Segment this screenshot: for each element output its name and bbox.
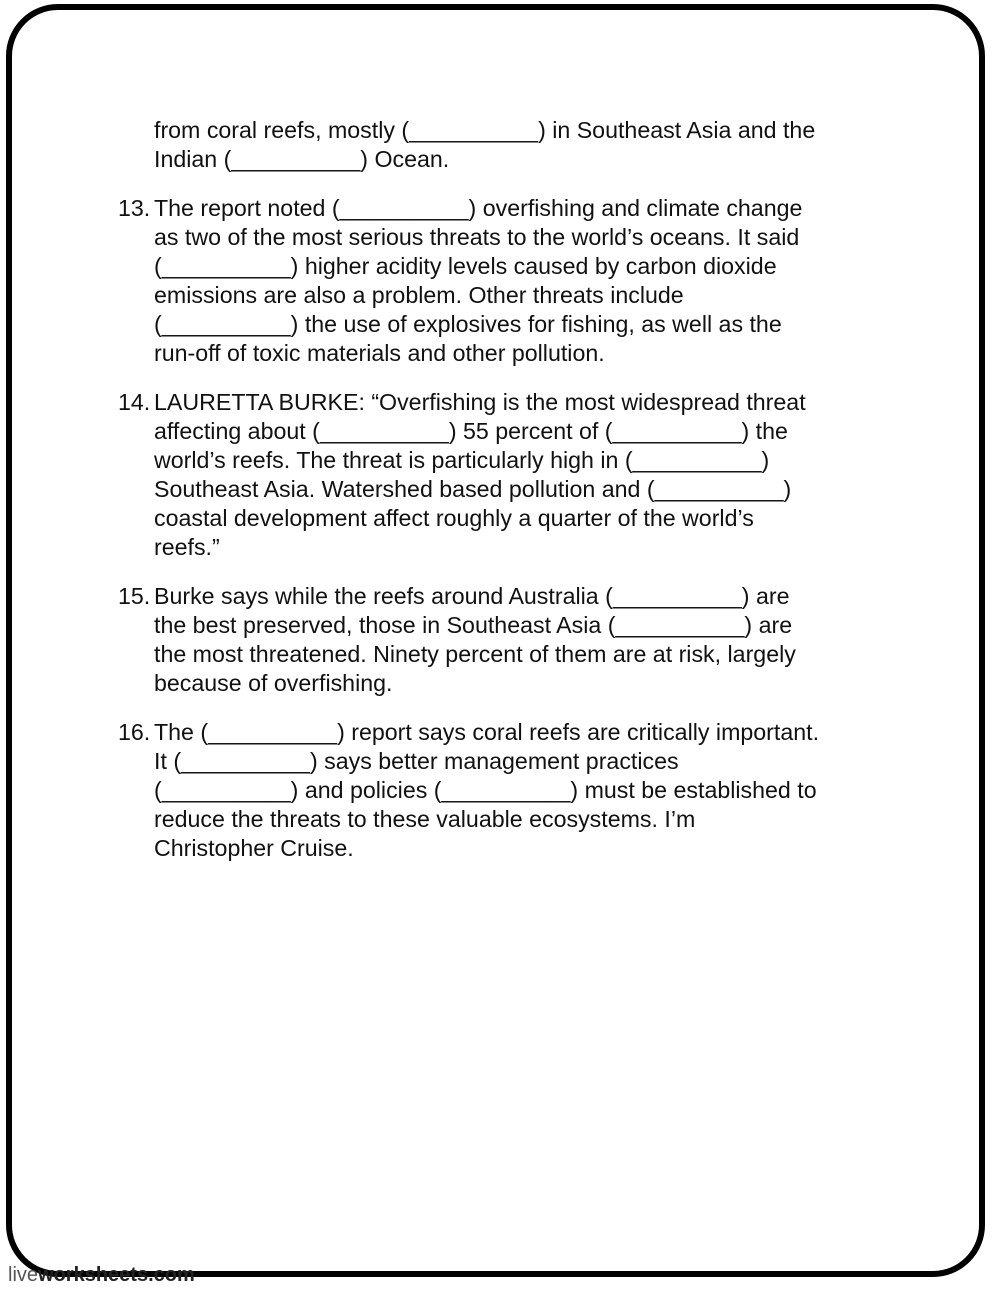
text-line: (__________) and policies (__________) must be established to bbox=[154, 777, 817, 803]
paragraph-13 bbox=[118, 194, 898, 368]
logo-live-text: live bbox=[8, 1264, 39, 1286]
paragraph-number: 16. bbox=[118, 719, 151, 745]
paragraph-16 bbox=[118, 718, 898, 863]
text-line: reduce the threats to these valuable ecosystems. I’m bbox=[154, 806, 696, 832]
text-line: Indian (__________) Ocean. bbox=[154, 146, 450, 172]
text-line: Burke says while the reefs around Australia (__________) are bbox=[154, 583, 790, 609]
liveworksheets-logo bbox=[8, 1263, 195, 1287]
text-line: reefs.” bbox=[154, 534, 220, 560]
text-line: the best preserved, those in Southeast Asia (__________) are bbox=[154, 612, 793, 638]
logo-com-text: .com bbox=[148, 1264, 195, 1286]
text-line: from coral reefs, mostly (__________) in Southeast Asia and the bbox=[154, 117, 816, 143]
text-line: Southeast Asia. Watershed based pollution and (__________) bbox=[154, 476, 792, 502]
text-line: affecting about (__________) 55 percent of (__________) the bbox=[154, 418, 788, 444]
text-line: (__________) higher acidity levels caused by carbon dioxide bbox=[154, 253, 777, 279]
text-line: It (__________) says better management practices bbox=[154, 748, 679, 774]
paragraph-number: 15. bbox=[118, 583, 151, 609]
text-line: because of overfishing. bbox=[154, 670, 393, 696]
text-line: world’s reefs. The threat is particularly high in (__________) bbox=[154, 447, 770, 473]
text-line: emissions are also a problem. Other threats include bbox=[154, 282, 684, 308]
paragraph-15 bbox=[118, 582, 898, 698]
text-line: the most threatened. Ninety percent of them are at risk, largely bbox=[154, 641, 796, 667]
text-line: run-off of toxic materials and other pollution. bbox=[154, 340, 605, 366]
paragraph-14 bbox=[118, 388, 898, 562]
text-line: LAURETTA BURKE: “Overfishing is the most widespread threat bbox=[154, 389, 806, 415]
text-line: The (__________) report says coral reefs are critically important. bbox=[154, 719, 820, 745]
paragraph-12-continued bbox=[118, 116, 898, 174]
text-line: coastal development affect roughly a quarter of the world’s bbox=[154, 505, 754, 531]
text-line: as two of the most serious threats to the world’s oceans. It said bbox=[154, 224, 800, 250]
paragraph-number: 13. bbox=[118, 195, 151, 221]
worksheet-body bbox=[118, 116, 898, 883]
paragraph-number: 14. bbox=[118, 389, 151, 415]
text-line: Christopher Cruise. bbox=[154, 835, 354, 861]
text-line: The report noted (__________) overfishing and climate change bbox=[154, 195, 803, 221]
text-line: (__________) the use of explosives for fishing, as well as the bbox=[154, 311, 782, 337]
logo-worksheets-text: worksheets bbox=[38, 1264, 149, 1286]
